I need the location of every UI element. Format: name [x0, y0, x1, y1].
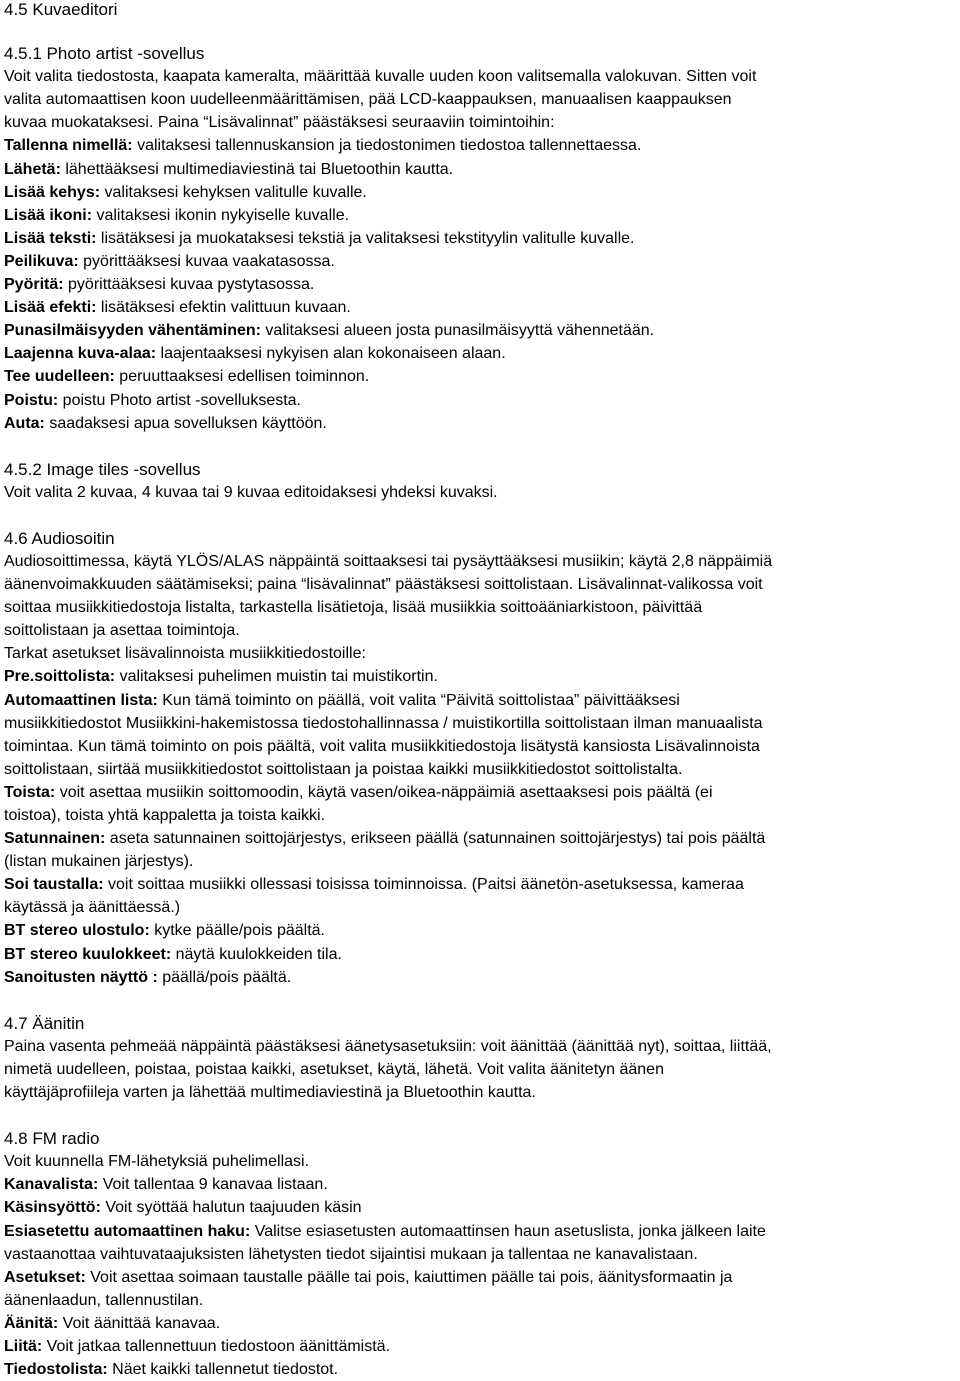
definition-term: Asetukset: [4, 1268, 86, 1286]
definition-term: Tee uudelleen: [4, 368, 115, 386]
definition-text: Voit asettaa soimaan taustalle päälle tai pois, kaiuttimen päälle tai pois, äänitysformaatin ja [85, 1268, 733, 1286]
definition-item [4, 389, 956, 412]
definition-item [4, 689, 956, 712]
definition-text: valitaksesi puhelimen muistin tai muistikortin. [115, 668, 438, 686]
definition-continuation: äänenlaadun, tallennustilan. [4, 1291, 204, 1309]
definition-item [4, 204, 956, 227]
paragraph-line: kuvaa muokataksesi. Paina “Lisävalinnat” päästäksesi seuraaviin toimintoihin: [4, 114, 555, 132]
definition-text: valitaksesi kehyksen valitulle kuvalle. [100, 183, 367, 201]
paragraph-line: käyttäjäprofiileja varten ja lähettää multimediaviestinä ja Bluetoothin kautta. [4, 1084, 536, 1102]
definition-term: Lisää teksti: [4, 229, 97, 247]
definition-item [4, 250, 956, 273]
definition-text: laajentaaksesi nykyisen alan kokonaiseen alaan. [156, 345, 506, 363]
definition-continuation: (listan mukainen järjestys). [4, 853, 194, 871]
definition-continuation: musiikkitiedostot Musiikkini-hakemistossa tiedostohallinnassa / muistikortilla soittolistaan ilman manuaalista [4, 714, 763, 732]
definition-term: Punasilmäisyyden vähentäminen: [4, 322, 261, 340]
definition-item [4, 1173, 956, 1196]
definition-text: kytke päälle/pois päältä. [149, 922, 325, 940]
definition-item [4, 1312, 956, 1335]
definition-term: Pre.soittolista: [4, 668, 116, 686]
definition-item [4, 365, 956, 388]
paragraph-line: soittolistaan ja asettaa toimintoja. [4, 622, 240, 640]
definition-item [4, 1266, 956, 1289]
definition-term: Lisää kehys: [4, 183, 101, 201]
definition-term: Pyöritä: [4, 276, 64, 294]
definition-item [4, 1335, 956, 1358]
section-heading-4-5-1: 4.5.1 Photo artist -sovellus [4, 44, 205, 64]
definition-continuation: toimintaa. Kun tämä toiminto on pois päältä, voit valita musiikkitiedostoja lisätystä kansiosta Lisävalinnoista [4, 737, 760, 755]
section-heading-4-6: 4.6 Audiosoitin [4, 528, 115, 548]
definition-term: BT stereo ulostulo: [4, 922, 150, 940]
definition-item [4, 665, 956, 688]
definition-item [4, 1196, 956, 1219]
definition-text: peruuttaaksesi edellisen toiminnon. [114, 368, 370, 386]
definition-item [4, 919, 956, 942]
definition-item [4, 943, 956, 966]
section-heading-4-8: 4.8 FM radio [4, 1129, 100, 1149]
definition-text: aseta satunnainen soittojärjestys, erikseen päällä (satunnainen soittojärjestys) tai pois päältä [105, 830, 766, 848]
definition-text: lisätäksesi efektin valittuun kuvaan. [96, 299, 351, 317]
definition-text: Kun tämä toiminto on päällä, voit valita “Päivitä soittolistaa” päivittääksesi [157, 691, 680, 709]
definition-item [4, 296, 956, 319]
definition-item [4, 1358, 956, 1381]
definition-text: Voit jatkaa tallennettuun tiedostoon äänittämistä. [42, 1337, 391, 1355]
definition-term: Toista: [4, 783, 56, 801]
paragraph-line: Voit valita 2 kuvaa, 4 kuvaa tai 9 kuvaa editoidaksesi yhdeksi kuvaksi. [4, 483, 498, 501]
paragraph-line: soittaa musiikkitiedostoja listalta, tarkastella lisätietoja, lisää musiikkia soittoääniarkistoon, päivittää [4, 599, 703, 617]
definition-term: Äänitä: [4, 1314, 59, 1332]
definition-item [4, 781, 956, 804]
definition-continuation: soittolistaan, siirtää musiikkitiedostot soittolistaan ja poistaa kaikki musiikkitiedostot soittolistalta. [4, 760, 683, 778]
definition-text: näytä kuulokkeiden tila. [171, 945, 342, 963]
section-heading-4-5: 4.5 Kuvaeditori [4, 0, 118, 19]
paragraph-line: Voit kuunnella FM-lähetyksiä puhelimellasi. [4, 1153, 310, 1171]
definition-term: Esiasetettu automaattinen haku: [4, 1222, 251, 1240]
definition-item [4, 1220, 956, 1243]
definition-continuation: käytässä ja äänittäessä.) [4, 899, 181, 917]
definition-term: Soi taustalla: [4, 876, 104, 894]
definition-text: Näet kaikki tallennetut tiedostot. [107, 1361, 339, 1379]
definition-item [4, 966, 956, 989]
definition-item [4, 227, 956, 250]
definition-term: Tallenna nimellä: [4, 137, 133, 155]
definition-text: Voit tallentaa 9 kanavaa listaan. [98, 1176, 328, 1194]
definition-item [4, 158, 956, 181]
definition-term: Lisää ikoni: [4, 206, 93, 224]
definition-term: Laajenna kuva-alaa: [4, 345, 157, 363]
definition-term: Auta: [4, 414, 45, 432]
document-page [4, 0, 956, 1381]
definition-term: Lähetä: [4, 160, 61, 178]
paragraph-line: Tarkat asetukset lisävalinnoista musiikkitiedostoille: [4, 645, 366, 663]
definition-text: valitaksesi tallennuskansion ja tiedostonimen tiedostoa tallennettaessa. [132, 137, 642, 155]
section-heading-4-7: 4.7 Äänitin [4, 1013, 85, 1033]
definition-text: Voit äänittää kanavaa. [58, 1314, 221, 1332]
paragraph-line: äänenvoimakkuuden säätämiseksi; paina “lisävalinnat” päästäksesi soittolistaan. Lisävalinnat-valikossa voit [4, 576, 763, 594]
definition-item [4, 319, 956, 342]
definition-term: Kanavalista: [4, 1176, 99, 1194]
definition-item [4, 273, 956, 296]
definition-term: Poistu: [4, 391, 59, 409]
definition-text: lisätäksesi ja muokataksesi tekstiä ja valitaksesi tekstityylin valitulle kuvalle. [96, 229, 635, 247]
definition-term: Tiedostolista: [4, 1361, 108, 1379]
definition-term: Sanoitusten näyttö : [4, 968, 158, 986]
definition-continuation: toistoa), toista yhtä kappaletta ja toista kaikki. [4, 807, 326, 824]
definition-text: pyörittääksesi kuvaa vaakatasossa. [78, 252, 335, 270]
definition-text: poistu Photo artist -sovelluksesta. [58, 391, 301, 409]
definition-text: voit soittaa musiikki ollessasi toisissa toiminnoissa. (Paitsi äänetön-asetuksessa, kameraa [103, 876, 744, 894]
definition-term: BT stereo kuulokkeet: [4, 945, 172, 963]
paragraph-line: nimetä uudelleen, poistaa, poistaa kaikki, asetukset, käytä, lähetä. Voit valita äänitetyn äänen [4, 1060, 664, 1078]
definition-term: Satunnainen: [4, 830, 106, 848]
definition-text: valitaksesi ikonin nykyiselle kuvalle. [92, 206, 350, 224]
section-heading-4-5-2: 4.5.2 Image tiles -sovellus [4, 459, 201, 479]
definition-term: Automaattinen lista: [4, 691, 158, 709]
definition-item [4, 827, 956, 850]
definition-term: Lisää efekti: [4, 299, 97, 317]
definition-term: Liitä: [4, 1337, 43, 1355]
definition-text: Voit syöttää halutun taajuuden käsin [100, 1199, 362, 1217]
definition-text: voit asettaa musiikin soittomoodin, käytä vasen/oikea-näppäimiä asettaaksesi pois päältä (ei [55, 783, 713, 801]
definition-item [4, 873, 956, 896]
definition-term: Käsinsyöttö: [4, 1199, 101, 1217]
paragraph-line: Paina vasenta pehmeää näppäintä päästäksesi äänetysasetuksiin: voit äänittää (äänittää nyt), soittaa, liittää, [4, 1037, 772, 1055]
definition-item [4, 342, 956, 365]
definition-text: pyörittääksesi kuvaa pystytasossa. [63, 276, 315, 294]
definition-text: päällä/pois päältä. [157, 968, 292, 986]
definition-text: lähettääksesi multimediaviestinä tai Bluetoothin kautta. [60, 160, 454, 178]
paragraph-line: valita automaattisen koon uudelleenmäärittämisen, pää LCD-kaappauksen, manuaalisen kaappauksen [4, 91, 732, 109]
definition-text: valitaksesi alueen josta punasilmäisyyttä vähennetään. [260, 322, 655, 340]
definition-text: Valitse esiasetusten automaattinsen haun asetuslista, jonka jälkeen laite [250, 1222, 766, 1240]
definition-item [4, 412, 956, 435]
definition-continuation: vastaanottaa vaihtuvataajuksisten lähetysten tiedot sijaintisi mukaan ja tallentaa ne kanavalistaan. [4, 1245, 698, 1263]
definition-item [4, 134, 956, 157]
paragraph-line: Audiosoittimessa, käytä YLÖS/ALAS näppäintä soittaaksesi tai pysäyttääksesi musiikin; käytä 2,8 näppäimiä [4, 552, 773, 570]
definition-term: Peilikuva: [4, 252, 79, 270]
paragraph-line: Voit valita tiedostosta, kaapata kameralta, määrittää kuvalle uuden koon valitsemalla valokuvan. Sitten voit [4, 68, 757, 86]
definition-item [4, 181, 956, 204]
definition-text: saadaksesi apua sovelluksen käyttöön. [44, 414, 327, 432]
